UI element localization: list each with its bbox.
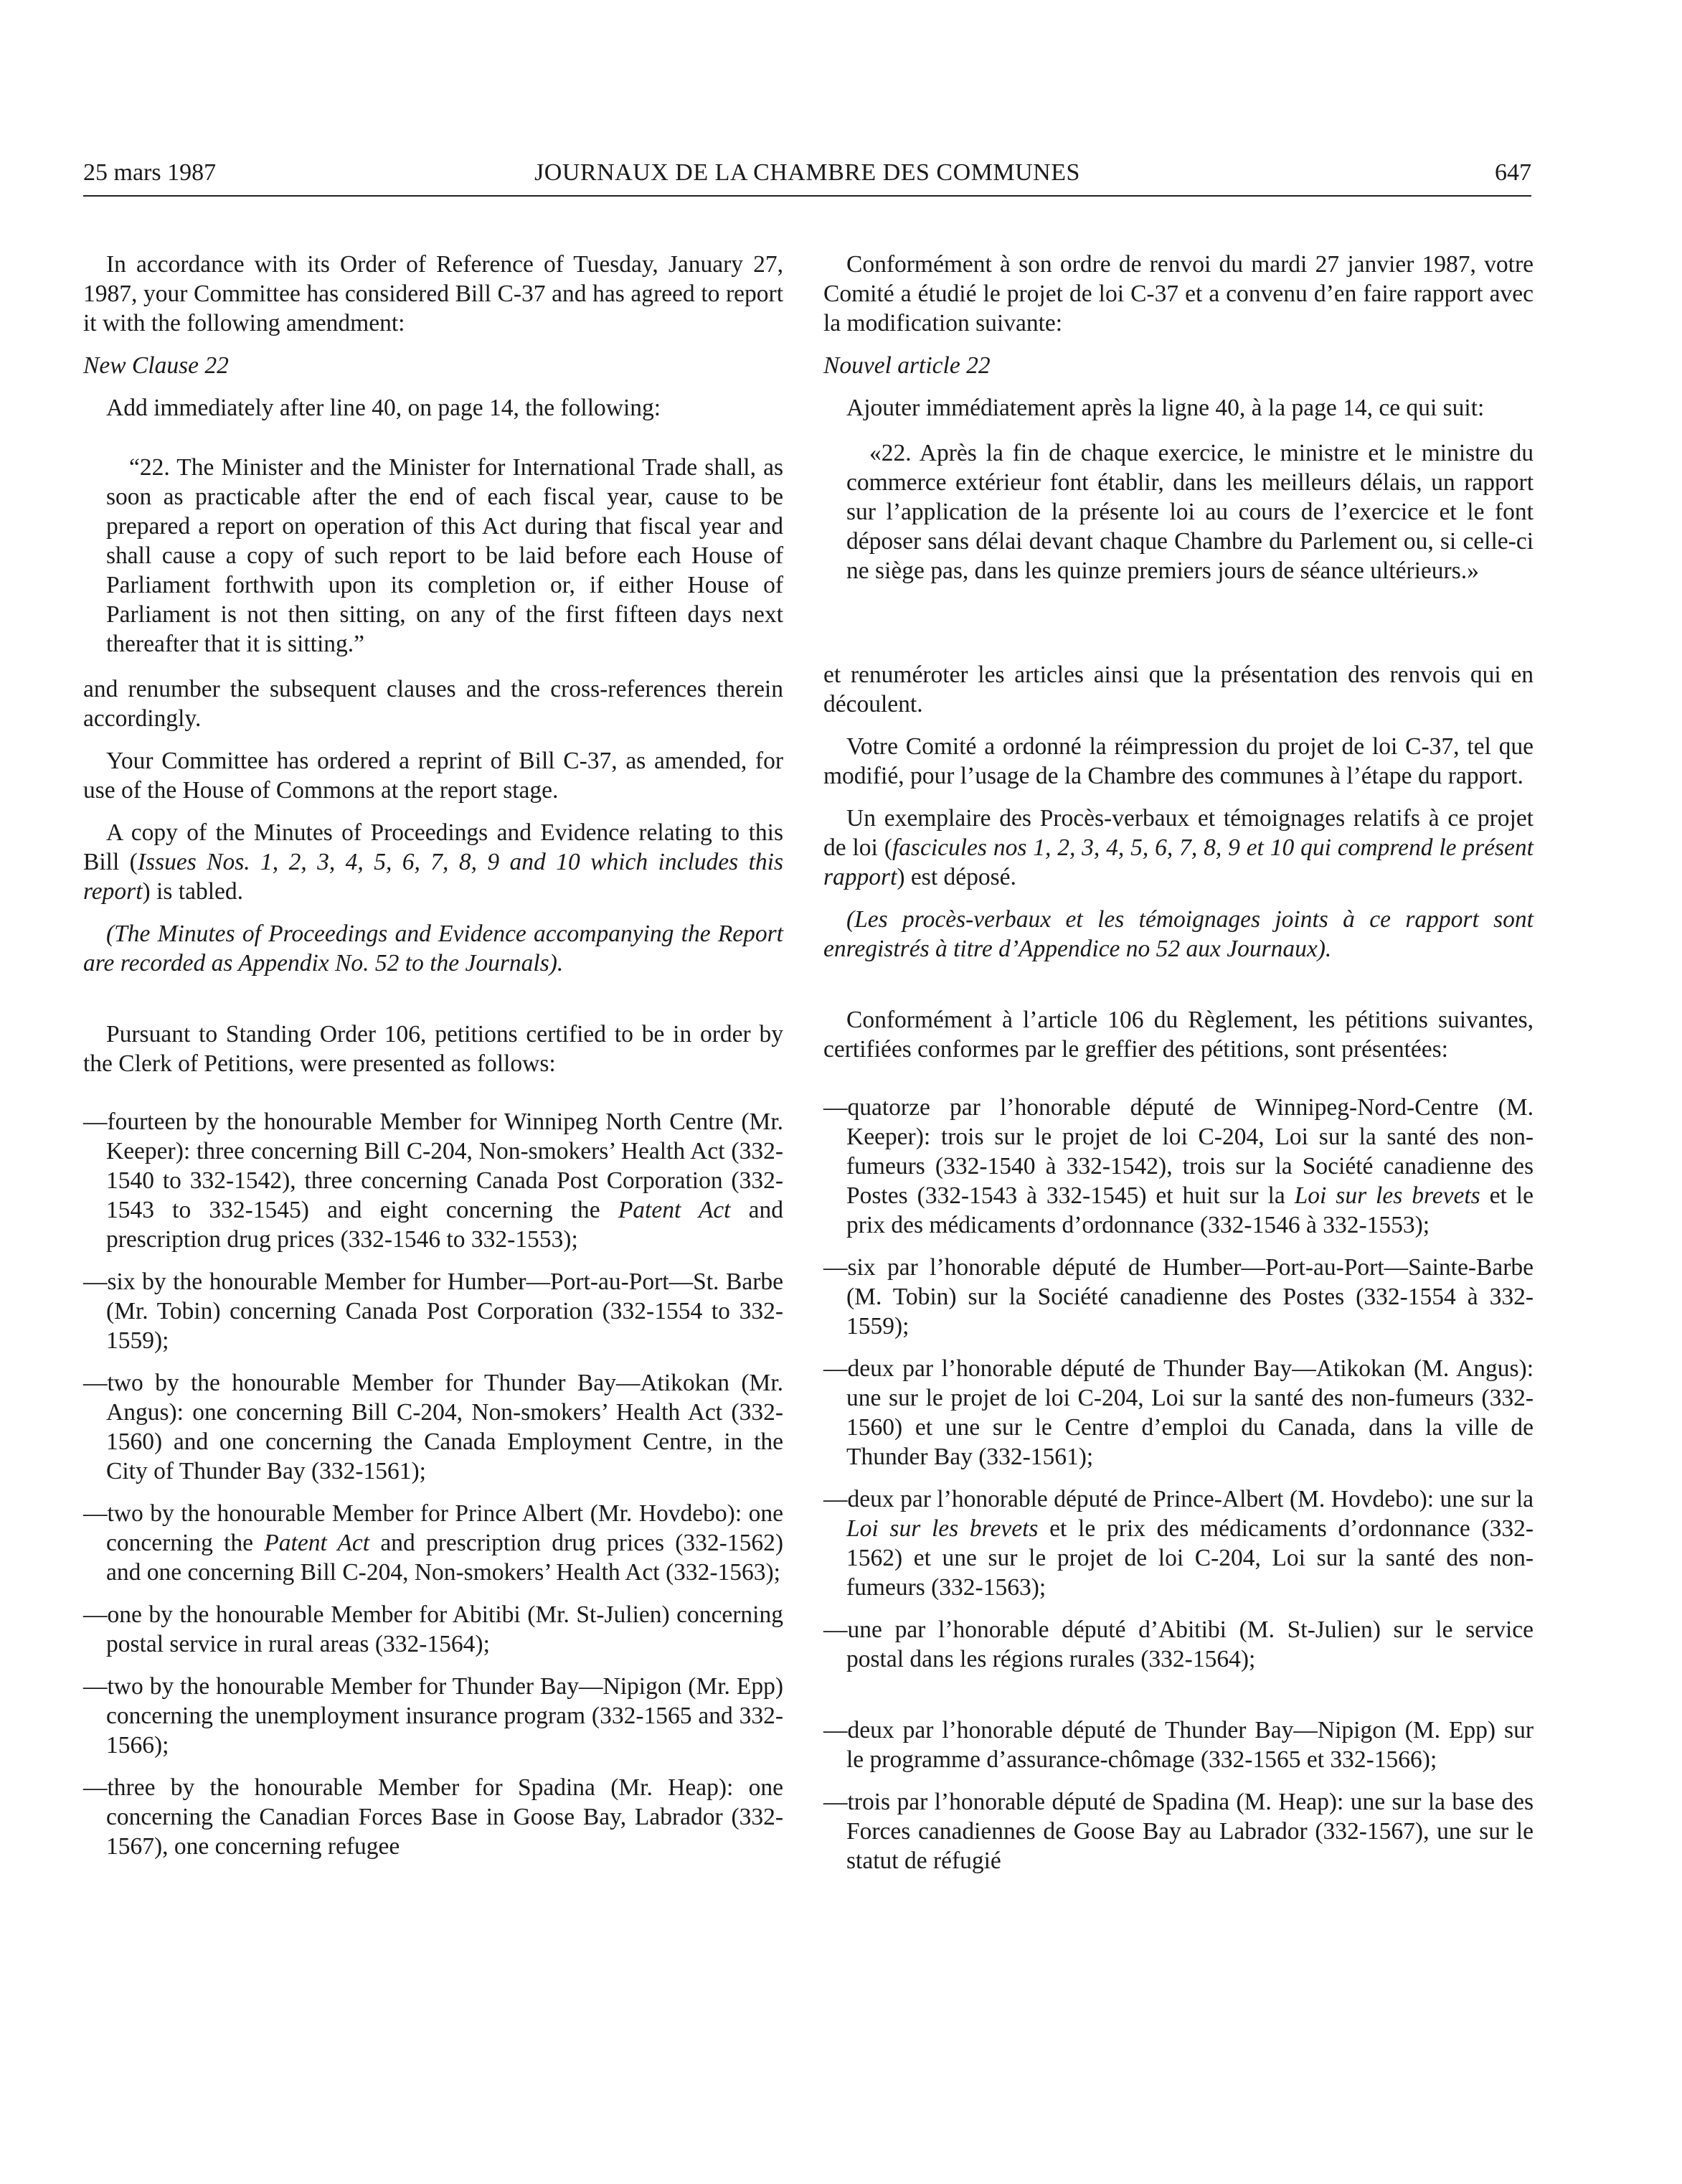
petition-1-c: et le prix des médicaments d’ordonnance (332-1546 à 332-1553); xyxy=(846,1182,1534,1238)
clause-heading: New Clause 22 xyxy=(83,352,229,379)
petition-1-a: —fourteen by the honourable Member for Winnipeg North Centre (Mr. Keeper): three concerning Bill C-204, Non-smokers’ Health Act (332-1540 to 332-1542), three concerning Canada Post Corporation (332-1543 to 332-1545) and eight concerning the xyxy=(83,1109,783,1223)
clause-quote: «22. Après la fin de chaque exercice, le ministre et le ministre du commerce extérieur font établir, dans les meilleurs délais, un rapport sur l’application de la présente loi au cours de l’exercice et le font déposer sans délai devant chaque Chambre du Parlement ou, si celle-ci ne siège pas, dans les quinze premiers jours de séance ultérieurs.» xyxy=(846,440,1534,584)
copy-tabled-issues: fascicules nos 1, 2, 3, 4, 5, 6, 7, 8, 9 et 10 qui comprend le présent rapport xyxy=(823,834,1534,890)
copy-tabled-a: A copy of the Minutes of Proceedings and Evidence relating to this Bill ( xyxy=(83,819,783,875)
minutes-note: (The Minutes of Proceedings and Evidence accompanying the Report are recorded as Appendix No. 52 to the Journals). xyxy=(83,921,783,976)
petition-4-c: and prescription drug prices (332-1562) and one concerning Bill C-204, Non-smokers’ Health Act (332-1563); xyxy=(106,1530,783,1586)
petition-item: —six par l’honorable député de Humber—Port-au-Port—Sainte-Barbe (M. Tobin) sur la Société canadienne des Postes (332-1554 à 332-1559); xyxy=(823,1254,1534,1340)
clause-quote: “22. The Minister and the Minister for International Trade shall, as soon as practicable after the end of each fiscal year, cause to be prepared a report on operation of this Act during that fiscal year and shall cause a copy of such report to be laid before each House of Parliament forthwith upon its completion or, if either House of Parliament is not then sitting, on any of the first fifteen days next thereafter that it is sitting.” xyxy=(106,454,783,657)
renumber-text: et renuméroter les articles ainsi que la présentation des renvois qui en découlent. xyxy=(823,662,1534,717)
petition-item: —one by the honourable Member for Abitibi (Mr. St-Julien) concerning postal service in rural areas (332-1564); xyxy=(83,1601,783,1657)
add-line: Add immediately after line 40, on page 14, the following: xyxy=(106,395,661,421)
running-head xyxy=(83,155,1531,197)
petition-item: —deux par l’honorable député de Thunder Bay—Atikokan (M. Angus): une sur le projet de loi C-204, Loi sur la santé des non-fumeurs (332-1560) et une sur le Centre d’emploi du Canada, dans la ville de Thunder Bay (332-1561); xyxy=(823,1355,1534,1470)
petition-item: —une par l’honorable député d’Abitibi (M. St-Julien) sur le service postal dans les régions rurales (332-1564); xyxy=(823,1616,1534,1672)
petition-item: —two by the honourable Member for Thunder Bay—Atikokan (Mr. Angus): one concerning Bill C-204, Non-smokers’ Health Act (332-1560) and one concerning the Canada Employment Centre, in the City of Thunder Bay (332-1561); xyxy=(83,1370,783,1484)
petitions-intro: Pursuant to Standing Order 106, petitions certified to be in order by the Clerk of Petitions, were presented as follows: xyxy=(83,1021,783,1077)
minutes-note: (Les procès-verbaux et les témoignages joints à ce rapport sont enregistrés à titre d’Appendice no 52 aux Journaux). xyxy=(823,906,1534,962)
petition-item: —three by the honourable Member for Spadina (Mr. Heap): one concerning the Canadian Forces Base in Goose Bay, Labrador (332-1567), one concerning refugee xyxy=(83,1774,783,1860)
petition-item xyxy=(823,1484,1534,1602)
petition-4-a: —two by the honourable Member for Prince Albert (Mr. Hovdebo): one concerning the xyxy=(83,1500,783,1556)
petition-1-c: and prescription drug prices (332-1546 to 332-1553); xyxy=(106,1197,783,1253)
clause-heading: Nouvel article 22 xyxy=(823,352,991,379)
petition-4-c: et le prix des médicaments d’ordonnance (332-1562) et une sur le projet de loi C-204, Loi sur la santé des non-fumeurs (332-1563); xyxy=(846,1515,1534,1601)
copy-tabled-c: ) est déposé. xyxy=(897,864,1016,890)
renumber-text: and renumber the subsequent clauses and the cross-references therein accordingly. xyxy=(83,676,783,732)
petition-1-act: Patent Act xyxy=(618,1197,731,1223)
copy-tabled xyxy=(83,818,783,906)
copy-tabled xyxy=(823,804,1534,892)
petition-item xyxy=(83,1107,783,1254)
copy-tabled-c: ) is tabled. xyxy=(142,878,243,905)
header-date: 25 mars 1987 xyxy=(83,159,217,186)
petition-item xyxy=(83,1499,783,1587)
petition-4-act: Patent Act xyxy=(264,1530,370,1556)
english-column xyxy=(83,250,783,1861)
petition-4-a: —deux par l’honorable député de Prince-Albert (M. Hovdebo): une sur la xyxy=(823,1486,1534,1512)
petitions-intro: Conformément à l’article 106 du Règlement, les pétitions suivantes, certifiées conformes par le greffier des pétitions, sont présentées: xyxy=(823,1007,1534,1063)
petition-item: —two by the honourable Member for Thunder Bay—Nipigon (Mr. Epp) concerning the unemployment insurance program (332-1565 and 332-1566); xyxy=(83,1673,783,1759)
add-line: Ajouter immédiatement après la ligne 40, à la page 14, ce qui suit: xyxy=(846,395,1485,421)
french-column xyxy=(823,250,1534,1875)
petition-item: —six by the honourable Member for Humber—Port-au-Port—St. Barbe (Mr. Tobin) concerning Canada Post Corporation (332-1554 to 332-1559); xyxy=(83,1268,783,1354)
petition-item: —trois par l’honorable député de Spadina (M. Heap): une sur la base des Forces canadiennes de Goose Bay au Labrador (332-1567), une sur le statut de réfugié xyxy=(823,1789,1534,1874)
page-number: 647 xyxy=(1495,159,1531,186)
header-title: JOURNAUX DE LA CHAMBRE DES COMMUNES xyxy=(534,159,1080,186)
petition-1-act: Loi sur les brevets xyxy=(1294,1182,1480,1209)
report-intro: Conformément à son ordre de renvoi du mardi 27 janvier 1987, votre Comité a étudié le projet de loi C-37 et a convenu d’en faire rapport avec la modification suivante: xyxy=(823,251,1534,336)
copy-tabled-issues: Issues Nos. 1, 2, 3, 4, 5, 6, 7, 8, 9 and 10 which includes this report xyxy=(83,849,783,905)
petition-4-act: Loi sur les brevets xyxy=(846,1515,1039,1542)
copy-tabled-a: Un exemplaire des Procès-verbaux et témoignages relatifs à ce projet de loi ( xyxy=(823,805,1534,861)
reprint-text: Votre Comité a ordonné la réimpression du projet de loi C-37, tel que modifié, pour l’usage de la Chambre des communes à l’étape du rapport. xyxy=(823,733,1534,789)
petition-item xyxy=(823,1093,1534,1240)
reprint-text: Your Committee has ordered a reprint of Bill C-37, as amended, for use of the House of Commons at the report stage. xyxy=(83,748,783,804)
petition-item: —deux par l’honorable député de Thunder Bay—Nipigon (M. Epp) sur le programme d’assurance-chômage (332-1565 et 332-1566); xyxy=(823,1717,1534,1773)
report-intro: In accordance with its Order of Reference of Tuesday, January 27, 1987, your Committee has considered Bill C-37 and has agreed to report it with the following amendment: xyxy=(83,251,783,336)
petition-1-a: —quatorze par l’honorable député de Winnipeg-Nord-Centre (M. Keeper): trois sur le projet de loi C-204, Loi sur la santé des non-fumeurs (332-1540 à 332-1542), trois sur la Société canadienne des Postes (332-1543 à 332-1545) et huit sur la xyxy=(823,1094,1534,1209)
